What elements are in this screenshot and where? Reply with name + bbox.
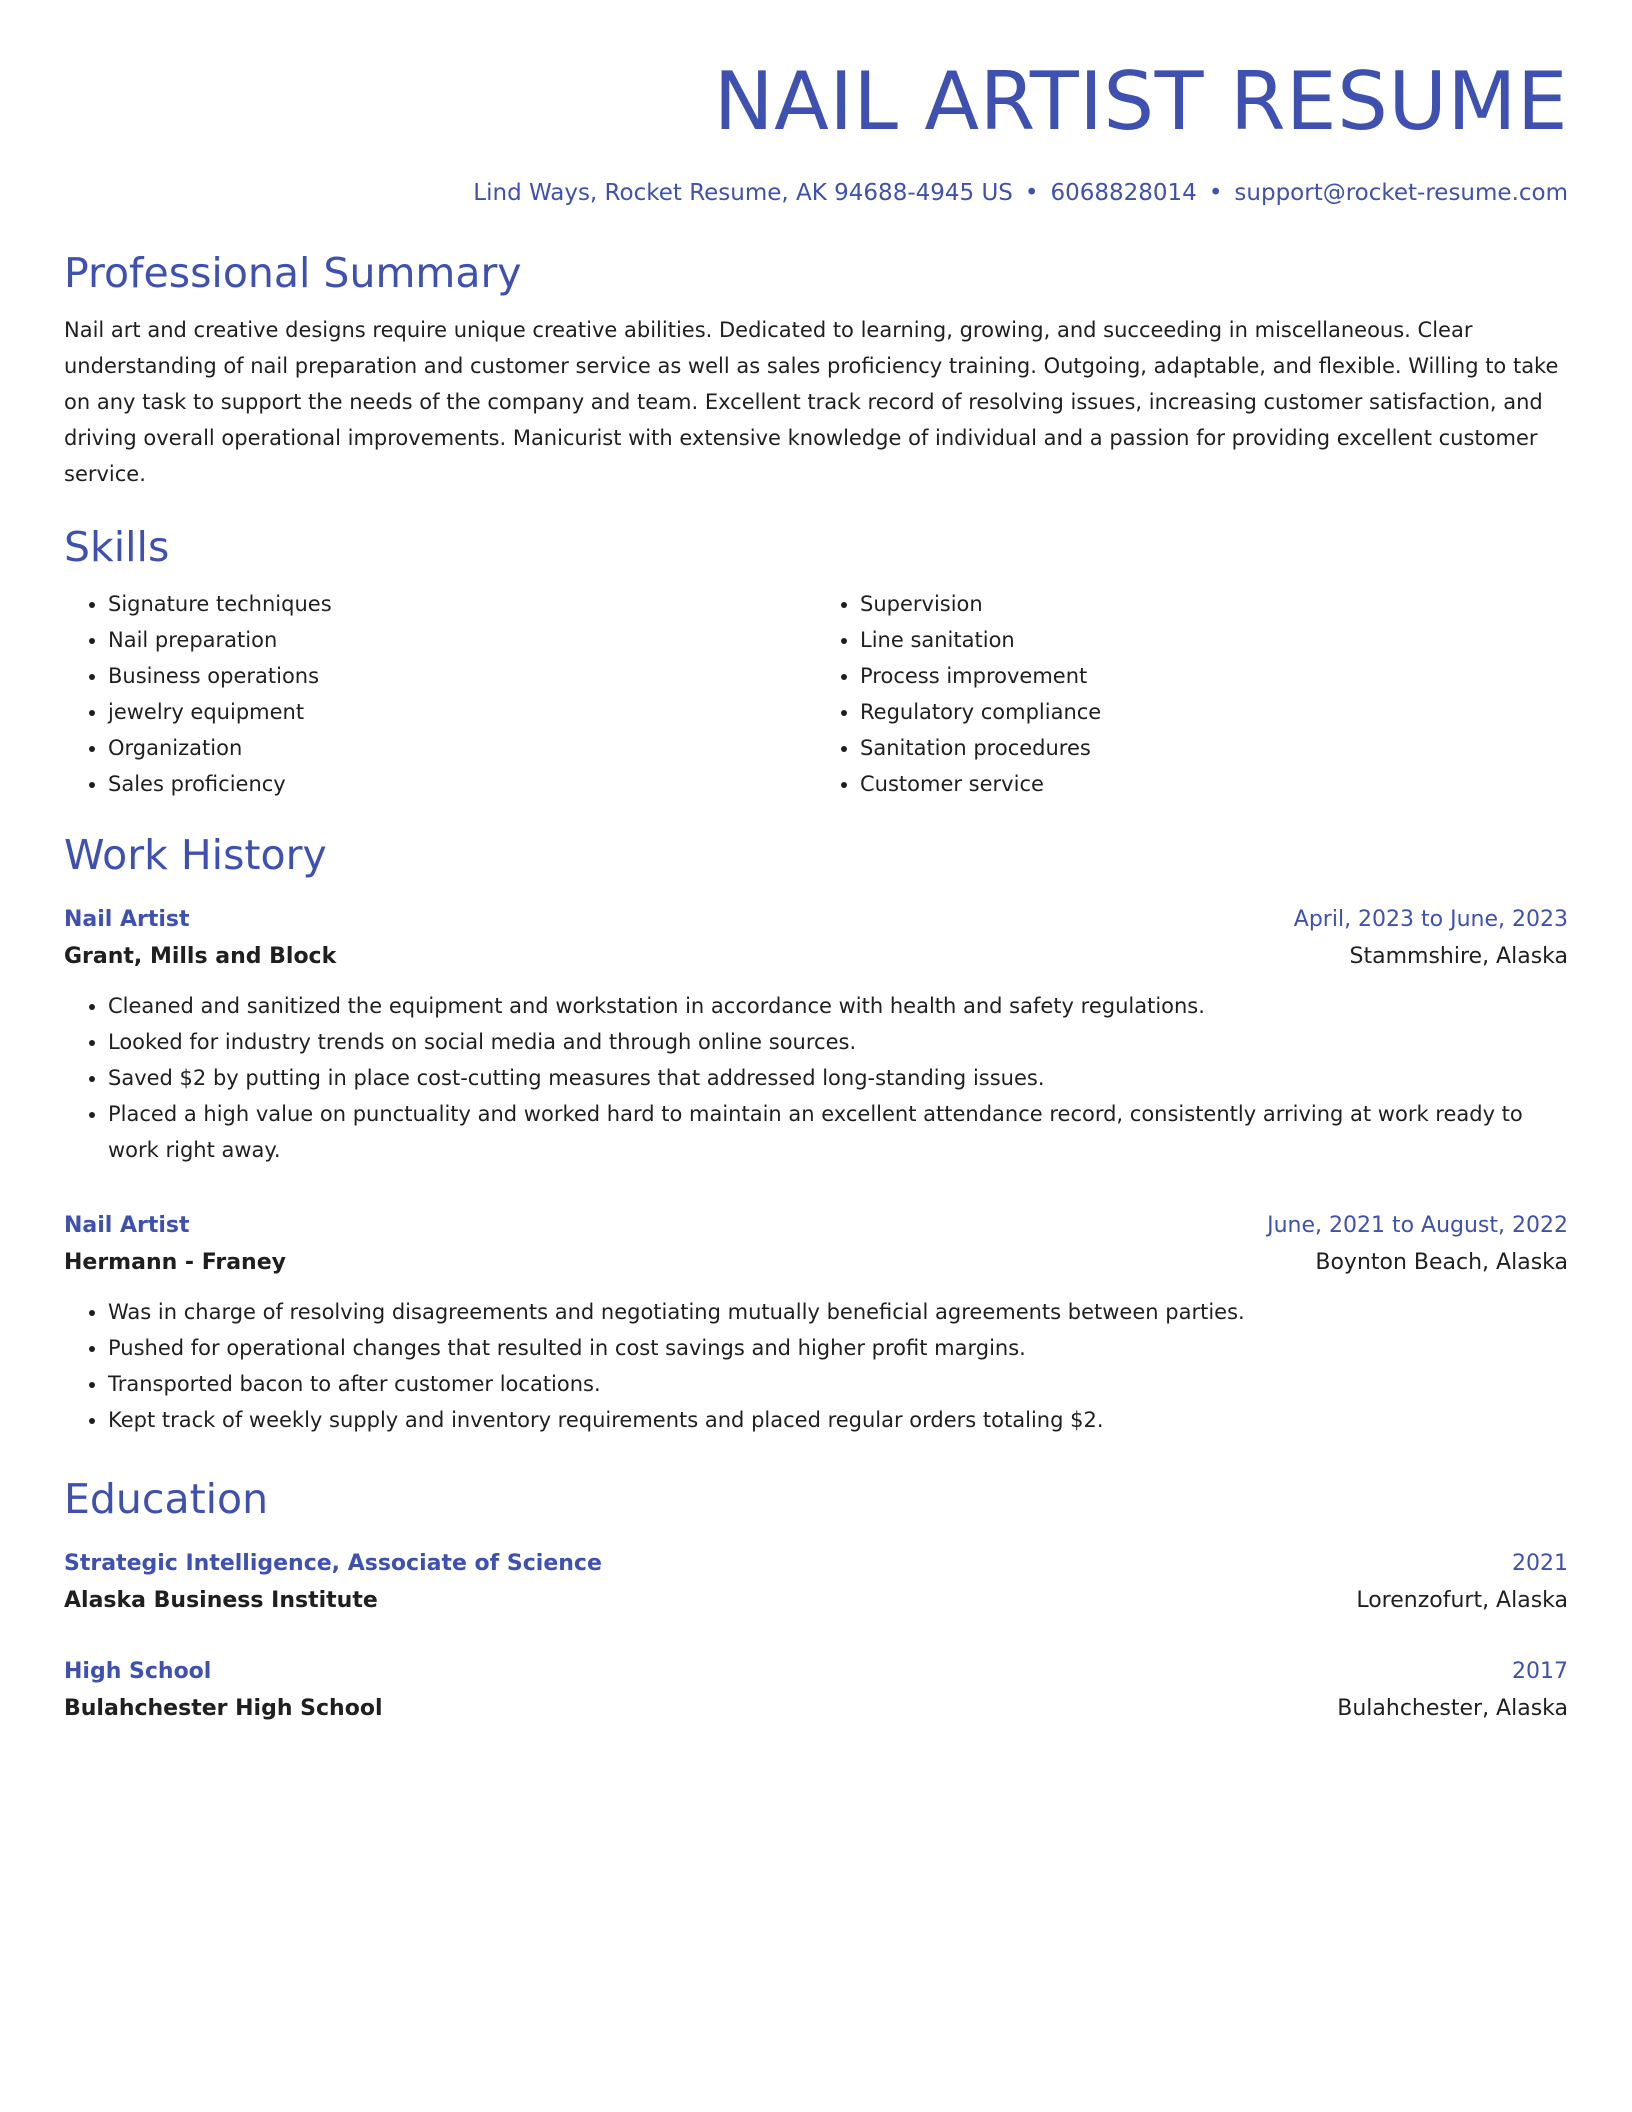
education-header-row xyxy=(64,1654,1568,1690)
skill-item: • Organization xyxy=(108,730,816,766)
contact-line xyxy=(64,178,1568,208)
job-bullet: • Transported bacon to after customer locations. xyxy=(108,1366,1568,1402)
job-bullet: • Was in charge of resolving disagreements and negotiating mutually beneficial agreements between parties. xyxy=(108,1294,1568,1330)
education-header-row xyxy=(64,1546,1568,1582)
job-bullet: • Pushed for operational changes that resulted in cost savings and higher profit margins. xyxy=(108,1330,1568,1366)
job-company-row xyxy=(64,938,1568,976)
education-school: Alaska Business Institute xyxy=(64,1588,378,1613)
contact-separator: • xyxy=(1208,180,1223,206)
job-header-row xyxy=(64,902,1568,938)
skill-item: • Business operations xyxy=(108,658,816,694)
education-degree: Strategic Intelligence, Associate of Science xyxy=(64,1551,602,1576)
education-school: Bulahchester High School xyxy=(64,1696,383,1721)
skill-item: • Process improvement xyxy=(860,658,1568,694)
skill-item: • Regulatory compliance xyxy=(860,694,1568,730)
contact-address: Lind Ways, Rocket Resume, AK 94688-4945 US xyxy=(473,180,1013,206)
contact-email: support@rocket-resume.com xyxy=(1234,180,1568,206)
skill-item: • Sales proficiency xyxy=(108,766,816,802)
job-role: Nail Artist xyxy=(64,1213,190,1238)
resume-title: NAIL ARTIST RESUME xyxy=(713,55,1568,148)
job-bullets xyxy=(64,988,1568,1168)
job-dates: April, 2023 to June, 2023 xyxy=(1293,907,1568,932)
job-bullet: • Placed a high value on punctuality and worked hard to maintain an excellent attendance record, consistently arriving at work ready to work right away. xyxy=(108,1096,1568,1168)
skill-item: • Signature techniques xyxy=(108,586,816,622)
education-year: 2017 xyxy=(1512,1659,1568,1684)
job-role: Nail Artist xyxy=(64,907,190,932)
job-company-row xyxy=(64,1244,1568,1282)
contact-separator: • xyxy=(1024,180,1039,206)
skill-item: • Sanitation procedures xyxy=(860,730,1568,766)
education-school-row xyxy=(64,1582,1568,1620)
job-bullet: • Looked for industry trends on social media and through online sources. xyxy=(108,1024,1568,1060)
job-company: Hermann - Franey xyxy=(64,1250,286,1275)
job-bullet: • Kept track of weekly supply and inventory requirements and placed regular orders totaling $2. xyxy=(108,1402,1568,1438)
job-entry xyxy=(64,1208,1568,1438)
skills-column-left xyxy=(64,586,816,802)
job-location: Boynton Beach, Alaska xyxy=(1315,1250,1568,1275)
education-location: Lorenzofurt, Alaska xyxy=(1356,1588,1568,1613)
work-history-heading: Work History xyxy=(64,831,327,879)
contact-phone: 6068828014 xyxy=(1050,180,1197,206)
job-header-row xyxy=(64,1208,1568,1244)
education-year: 2021 xyxy=(1512,1551,1568,1576)
skills-column-right xyxy=(816,586,1568,802)
skill-item: • Nail preparation xyxy=(108,622,816,658)
skills-heading: Skills xyxy=(64,523,170,571)
education-entry xyxy=(64,1546,1568,1620)
education-degree: High School xyxy=(64,1659,212,1684)
skill-item: • Line sanitation xyxy=(860,622,1568,658)
job-entry xyxy=(64,902,1568,1168)
skill-item: • Customer service xyxy=(860,766,1568,802)
job-location: Stammshire, Alaska xyxy=(1349,944,1568,969)
education-school-row xyxy=(64,1690,1568,1728)
education-location: Bulahchester, Alaska xyxy=(1337,1696,1568,1721)
education-heading: Education xyxy=(64,1475,269,1523)
job-company: Grant, Mills and Block xyxy=(64,944,337,969)
job-bullets xyxy=(64,1294,1568,1438)
skills-list xyxy=(64,586,1568,802)
job-dates: June, 2021 to August, 2022 xyxy=(1267,1213,1568,1238)
skill-item: • Supervision xyxy=(860,586,1568,622)
job-bullet: • Cleaned and sanitized the equipment and workstation in accordance with health and safety regulations. xyxy=(108,988,1568,1024)
summary-text: Nail art and creative designs require unique creative abilities. Dedicated to learning, growing, and succeeding in miscellaneous. Clear understanding of nail preparation and customer service as well as sales proficiency training. Outgoing, adaptable, and flexible. Willing to take on any task to support the needs of the company and team. Excellent track record of resolving issues, increasing customer satisfaction, and driving overall operational improvements. Manicurist with extensive knowledge of individual and a passion for providing excellent customer service. xyxy=(64,318,1559,486)
skill-item: • jewelry equipment xyxy=(108,694,816,730)
education-entry xyxy=(64,1654,1568,1728)
job-bullet: • Saved $2 by putting in place cost-cutting measures that addressed long-standing issues. xyxy=(108,1060,1568,1096)
summary-heading: Professional Summary xyxy=(64,249,522,297)
